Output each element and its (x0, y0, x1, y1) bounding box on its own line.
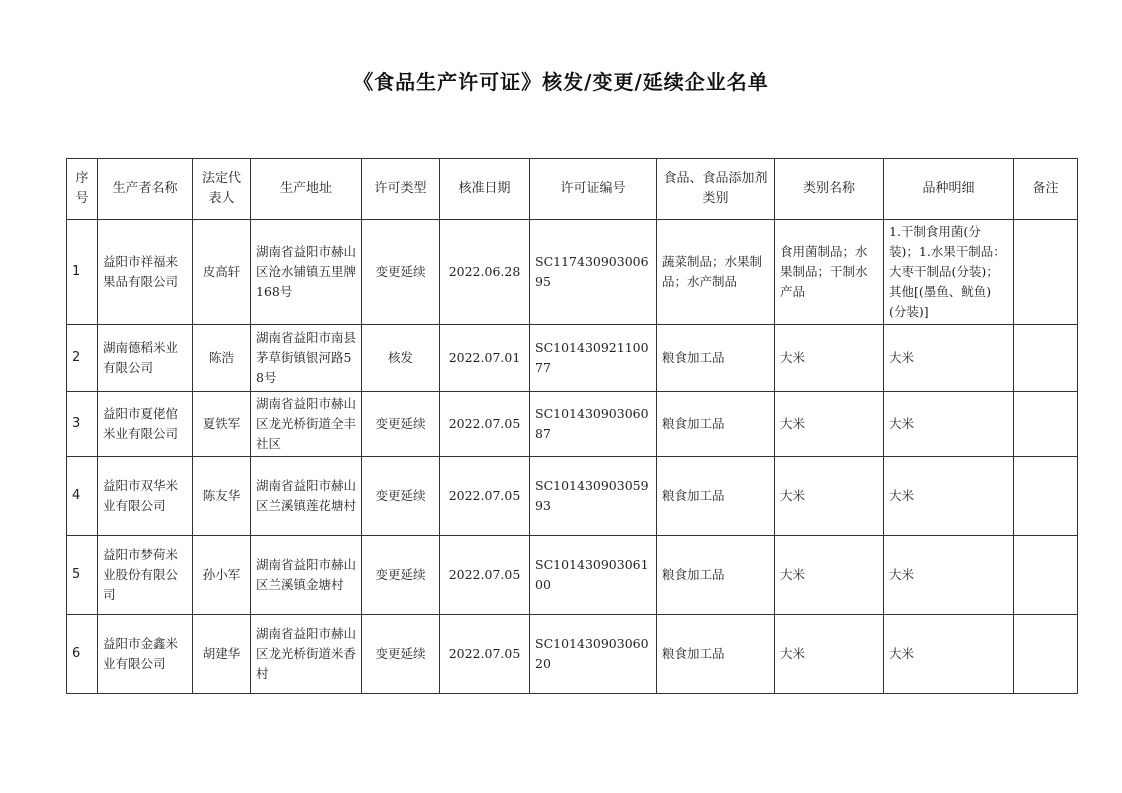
cell-production-address: 湖南省益阳市赫山区兰溪镇金塘村 (251, 536, 362, 615)
cell-license-type: 变更延续 (362, 392, 440, 457)
cell-license-number: SC10143090306100 (530, 536, 657, 615)
cell-approval-date: 2022.07.05 (440, 392, 530, 457)
cell-remarks (1014, 220, 1078, 325)
cell-legal-representative: 夏铁军 (193, 392, 251, 457)
cell-remarks (1014, 615, 1078, 694)
table-row (67, 457, 1078, 536)
cell-remarks (1014, 536, 1078, 615)
table-row (67, 325, 1078, 392)
cell-producer-name: 益阳市金鑫米业有限公司 (98, 615, 193, 694)
cell-producer-name: 湖南德稻米业有限公司 (98, 325, 193, 392)
header-license-type: 许可类型 (362, 159, 440, 220)
cell-legal-representative: 陈浩 (193, 325, 251, 392)
license-table (66, 158, 1078, 694)
cell-food-category: 粮食加工品 (657, 457, 775, 536)
cell-legal-representative: 胡建华 (193, 615, 251, 694)
cell-producer-name: 益阳市祥福来果品有限公司 (98, 220, 193, 325)
cell-legal-representative: 孙小军 (193, 536, 251, 615)
cell-variety-details: 1.干制食用菌(分装)；1.水果干制品：大枣干制品(分装)；其他[(墨鱼、鱿鱼)(分装)] (884, 220, 1014, 325)
cell-license-type: 变更延续 (362, 536, 440, 615)
cell-seq: 1 (67, 220, 98, 325)
header-approval-date: 核准日期 (440, 159, 530, 220)
header-production-address: 生产地址 (251, 159, 362, 220)
cell-approval-date: 2022.07.05 (440, 457, 530, 536)
cell-food-category: 粮食加工品 (657, 392, 775, 457)
cell-license-type: 变更延续 (362, 220, 440, 325)
cell-producer-name: 益阳市梦荷米业股份有限公司 (98, 536, 193, 615)
cell-food-category: 粮食加工品 (657, 536, 775, 615)
table-row (67, 615, 1078, 694)
cell-category-name: 食用菌制品；水果制品；干制水产品 (775, 220, 884, 325)
header-category-name: 类别名称 (775, 159, 884, 220)
cell-approval-date: 2022.07.05 (440, 615, 530, 694)
cell-production-address: 湖南省益阳市赫山区沧水铺镇五里牌168号 (251, 220, 362, 325)
cell-food-category: 粮食加工品 (657, 615, 775, 694)
cell-seq: 2 (67, 325, 98, 392)
cell-producer-name: 益阳市夏佬倌米业有限公司 (98, 392, 193, 457)
cell-license-type: 变更延续 (362, 615, 440, 694)
cell-license-type: 变更延续 (362, 457, 440, 536)
cell-legal-representative: 皮高轩 (193, 220, 251, 325)
table-row (67, 392, 1078, 457)
cell-food-category: 蔬菜制品；水果制品；水产制品 (657, 220, 775, 325)
cell-license-number: SC10143090305993 (530, 457, 657, 536)
cell-approval-date: 2022.07.01 (440, 325, 530, 392)
cell-production-address: 湖南省益阳市赫山区兰溪镇莲花塘村 (251, 457, 362, 536)
cell-production-address: 湖南省益阳市赫山区龙光桥街道全丰社区 (251, 392, 362, 457)
header-remarks: 备注 (1014, 159, 1078, 220)
cell-variety-details: 大米 (884, 325, 1014, 392)
cell-approval-date: 2022.06.28 (440, 220, 530, 325)
cell-producer-name: 益阳市双华米业有限公司 (98, 457, 193, 536)
cell-variety-details: 大米 (884, 457, 1014, 536)
header-license-number: 许可证编号 (530, 159, 657, 220)
cell-production-address: 湖南省益阳市南县茅草街镇银河路58号 (251, 325, 362, 392)
table-header-row (67, 159, 1078, 220)
cell-seq: 6 (67, 615, 98, 694)
cell-category-name: 大米 (775, 325, 884, 392)
cell-remarks (1014, 392, 1078, 457)
cell-seq: 3 (67, 392, 98, 457)
cell-production-address: 湖南省益阳市赫山区龙光桥街道米香村 (251, 615, 362, 694)
cell-food-category: 粮食加工品 (657, 325, 775, 392)
cell-variety-details: 大米 (884, 536, 1014, 615)
header-food-category: 食品、食品添加剂类别 (657, 159, 775, 220)
cell-license-number: SC10143090306087 (530, 392, 657, 457)
table-row (67, 220, 1078, 325)
header-producer-name: 生产者名称 (98, 159, 193, 220)
cell-seq: 4 (67, 457, 98, 536)
cell-category-name: 大米 (775, 457, 884, 536)
document-title: 《食品生产许可证》核发/变更/延续企业名单 (353, 70, 769, 94)
cell-license-number: SC11743090300695 (530, 220, 657, 325)
cell-seq: 5 (67, 536, 98, 615)
table-row (67, 536, 1078, 615)
cell-license-number: SC10143092110077 (530, 325, 657, 392)
header-variety-details: 品种明细 (884, 159, 1014, 220)
cell-category-name: 大米 (775, 392, 884, 457)
cell-license-number: SC10143090306020 (530, 615, 657, 694)
cell-variety-details: 大米 (884, 392, 1014, 457)
cell-category-name: 大米 (775, 536, 884, 615)
cell-remarks (1014, 325, 1078, 392)
cell-category-name: 大米 (775, 615, 884, 694)
cell-legal-representative: 陈友华 (193, 457, 251, 536)
cell-variety-details: 大米 (884, 615, 1014, 694)
cell-remarks (1014, 457, 1078, 536)
cell-approval-date: 2022.07.05 (440, 536, 530, 615)
header-seq: 序号 (67, 159, 98, 220)
header-legal-representative: 法定代表人 (193, 159, 251, 220)
cell-license-type: 核发 (362, 325, 440, 392)
